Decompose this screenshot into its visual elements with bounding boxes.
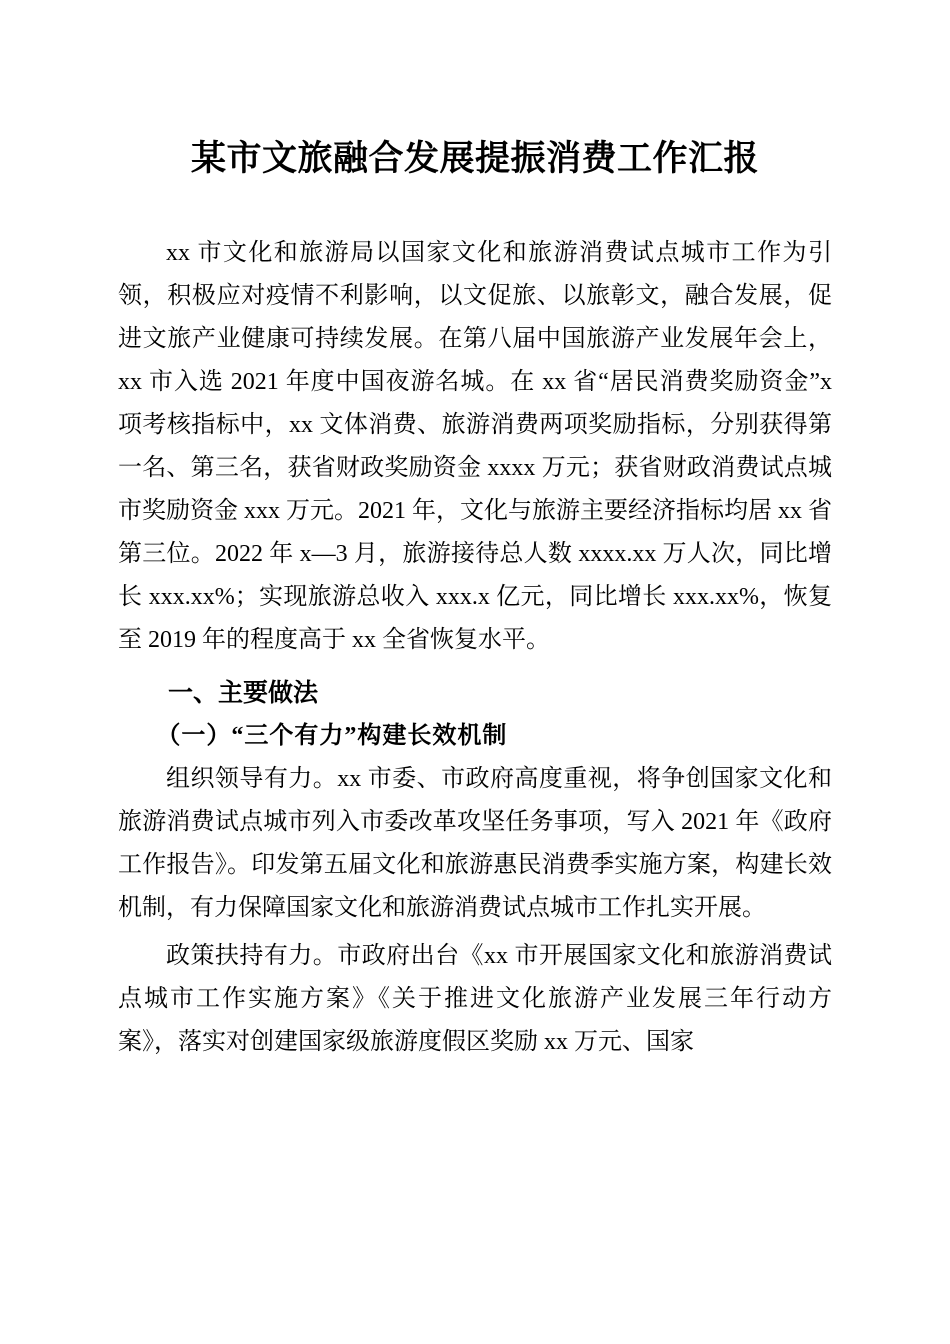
- paragraph-organization-leadership: 组织领导有力。xx 市委、市政府高度重视，将争创国家文化和旅游消费试点城市列入市委改革攻坚任务事项，写入 2021 年《政府工作报告》。印发第五届文化和旅游惠民消费季实施方案，构建长效机制，有力保障国家文化和旅游消费试点城市工作扎实开展。: [118, 765, 832, 921]
- paragraph-intro: xx 市文化和旅游局以国家文化和旅游消费试点城市工作为引领，积极应对疫情不利影响，以文促旅、以旅彰文，融合发展，促进文旅产业健康可持续发展。在第八届中国旅游产业发展年会上，xx 市入选 2021 年度中国夜游名城。在 xx 省“居民消费奖励资金”x 项考核指标中，xx 文体消费、旅游消费两项奖励指标，分别获得第一名、第三名，获省财政奖励资金 xxxx 万元；获省财政消费试点城市奖励资金 xxx 万元。2021 年，文化与旅游主要经济指标均居 xx 省第三位。2022 年 x—3 月，旅游接待总人数 xxxx.xx 万人次，同比增长 xxx.xx%；实现旅游总收入 xxx.x 亿元，同比增长 xxx.xx%，恢复至 2019 年的程度高于 xx 全省恢复水平。: [118, 239, 832, 653]
- document-title: 某市文旅融合发展提振消费工作汇报: [190, 139, 759, 178]
- heading-main-practices: 一、主要做法: [168, 678, 319, 707]
- paragraph-policy-support: 政策扶持有力。市政府出台《xx 市开展国家文化和旅游消费试点城市工作实施方案》《关于推进文化旅游产业发展三年行动方案》，落实对创建国家级旅游度假区奖励 xx 万元、国家: [118, 942, 832, 1055]
- heading-sub-three-forces: （一）“三个有力”构建长效机制: [156, 722, 508, 749]
